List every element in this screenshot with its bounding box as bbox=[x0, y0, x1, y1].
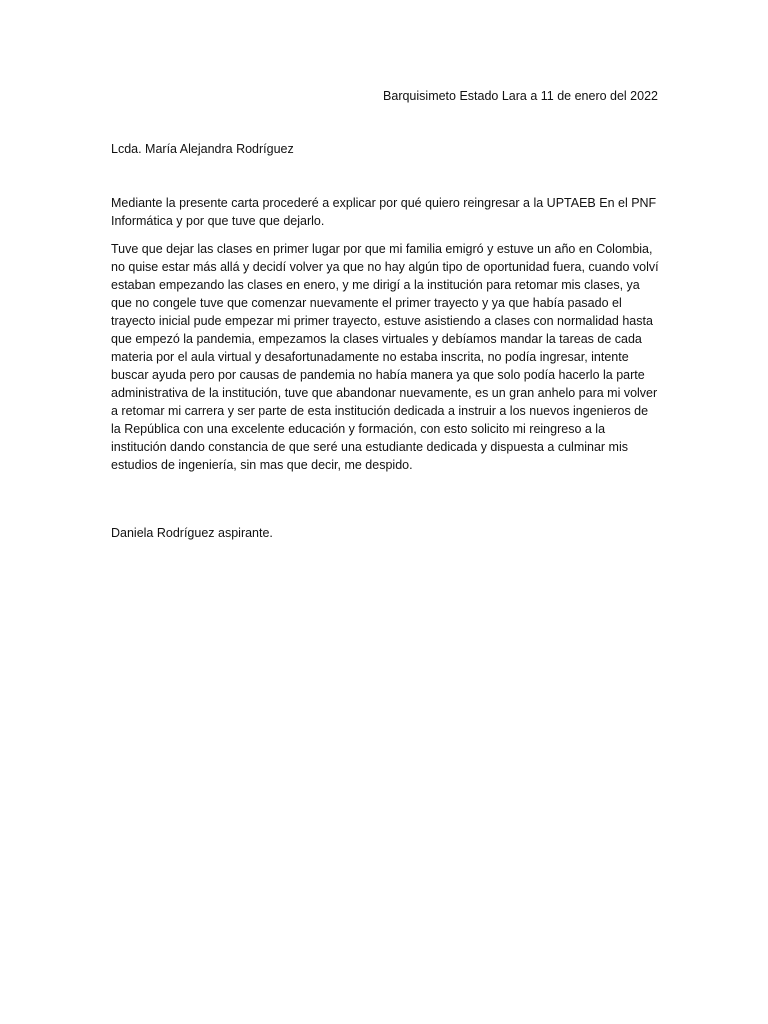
intro-paragraph: Mediante la presente carta procederé a explicar por qué quiero reingresar a la UPTAEB En el PNF Informática y por que tuve que dejarlo. bbox=[111, 196, 657, 228]
date-line: Barquisimeto Estado Lara a 11 de enero del 2022 bbox=[383, 89, 658, 103]
body-paragraph: Tuve que dejar las clases en primer lugar por que mi familia emigró y estuve un año en Colombia, no quise estar más allá y decidí volver ya que no hay algún tipo de oportunidad fuera, cuando volví estaban empezando las clases en enero, y me dirigí a la institución para retomar mis clases, ya que no congele tuve que comenzar nuevamente el primer trayecto y ya que había pasado el trayecto inicial pude empezar mi primer trayecto, estuve asistiendo a clases con normalidad hasta que empezó la pandemia, empezamos la clases virtuales y debíamos mandar la tareas de cada materia por el aula virtual y desafortunadamente no estaba inscrita, no podía ingresar, intente buscar ayuda pero por causas de pandemia no había manera ya que solo podía hacerlo la parte administrativa de la institución, tuve que abandonar nuevamente, es un gran anhelo para mi volver a retomar mi carrera y ser parte de esta institución dedicada a instruir a los nuevos ingenieros de la República con una excelente educación y formación, con esto solicito mi reingreso a la institución dando constancia de que seré una estudiante dedicada y dispuesta a culminar mis estudios de ingeniería, sin mas que decir, me despido. bbox=[111, 242, 659, 472]
recipient-line: Lcda. María Alejandra Rodríguez bbox=[111, 142, 294, 156]
signature-line: Daniela Rodríguez aspirante. bbox=[111, 526, 273, 540]
